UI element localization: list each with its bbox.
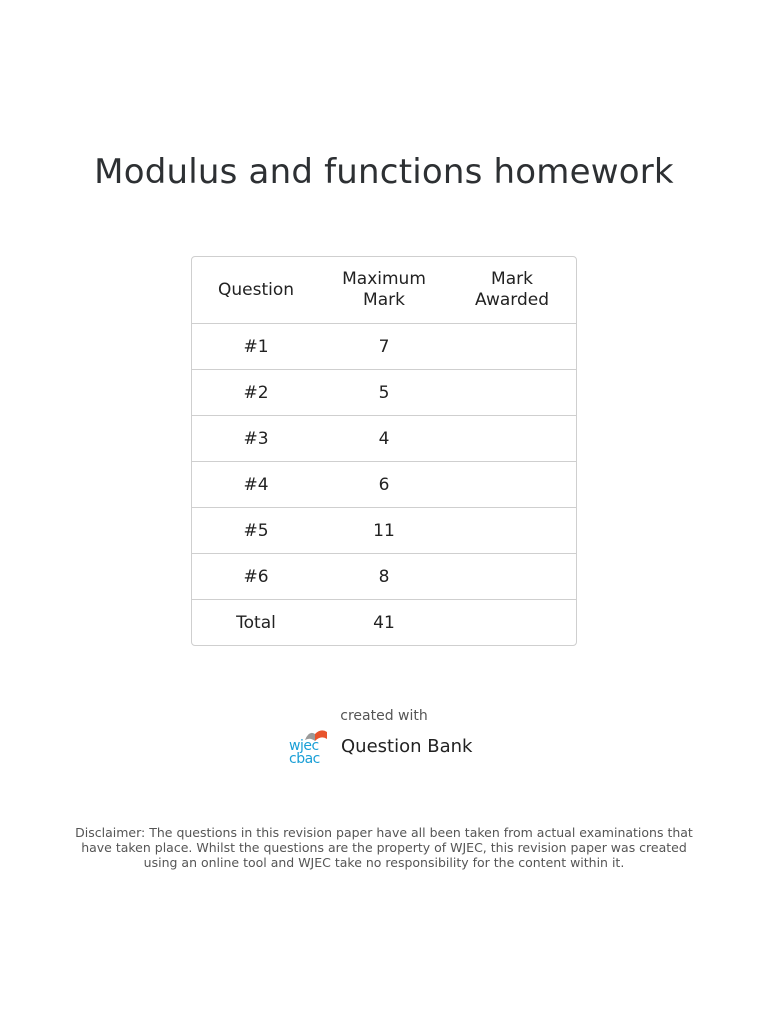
table-row xyxy=(192,324,576,370)
disclaimer-text: Disclaimer: The questions in this revision paper have all been taken from actual examinations that have taken place. Whilst the questions are the property of WJEC, this revision paper was created using an online tool and WJEC take no responsibility for the content within it. xyxy=(75,825,693,870)
total-label-cell: Total xyxy=(236,612,276,633)
logo-text-cbac: cbac xyxy=(289,751,320,767)
max-mark-cell: 6 xyxy=(320,462,448,508)
max-mark-cell: 5 xyxy=(320,370,448,416)
mark-awarded-cell xyxy=(448,324,576,370)
mark-awarded-cell xyxy=(448,416,576,462)
question-cell: #3 xyxy=(192,416,320,462)
header-mark-awarded xyxy=(448,257,576,324)
header-maximum-mark-line1: Maximum xyxy=(342,269,426,289)
table-header-row xyxy=(192,257,576,324)
header-maximum-mark-line2: Mark xyxy=(363,290,405,310)
mark-awarded-cell xyxy=(448,370,576,416)
max-mark-cell: 11 xyxy=(320,508,448,554)
question-cell: #1 xyxy=(192,324,320,370)
table-row xyxy=(192,416,576,462)
question-cell: #5 xyxy=(192,508,320,554)
page-title: Modulus and functions homework xyxy=(94,152,674,192)
wjec-cbac-logo xyxy=(287,728,331,768)
header-maximum-mark xyxy=(320,257,448,324)
logo-text-wjec: wjec xyxy=(289,738,319,754)
mark-awarded-cell xyxy=(448,554,576,600)
question-cell: #2 xyxy=(192,370,320,416)
max-mark-cell: 4 xyxy=(320,416,448,462)
created-with-text: created with xyxy=(340,708,428,724)
total-max-mark-cell: 41 xyxy=(373,612,395,633)
credit-block xyxy=(0,708,768,724)
product-name: Question Bank xyxy=(341,735,473,757)
mark-awarded-cell xyxy=(448,508,576,554)
max-mark-cell: 7 xyxy=(320,324,448,370)
table-row xyxy=(192,508,576,554)
table-row xyxy=(192,462,576,508)
marks-table xyxy=(191,256,577,646)
table-row xyxy=(192,554,576,600)
header-question: Question xyxy=(192,257,320,324)
total-awarded-cell xyxy=(448,600,576,645)
table-row xyxy=(192,370,576,416)
brand-row xyxy=(287,728,472,768)
max-mark-cell: 8 xyxy=(320,554,448,600)
question-cell: #6 xyxy=(192,554,320,600)
header-mark-awarded-line2: Awarded xyxy=(475,290,549,310)
question-cell: #4 xyxy=(192,462,320,508)
mark-awarded-cell xyxy=(448,462,576,508)
header-mark-awarded-line1: Mark xyxy=(491,269,533,289)
table-total-row xyxy=(192,600,576,645)
